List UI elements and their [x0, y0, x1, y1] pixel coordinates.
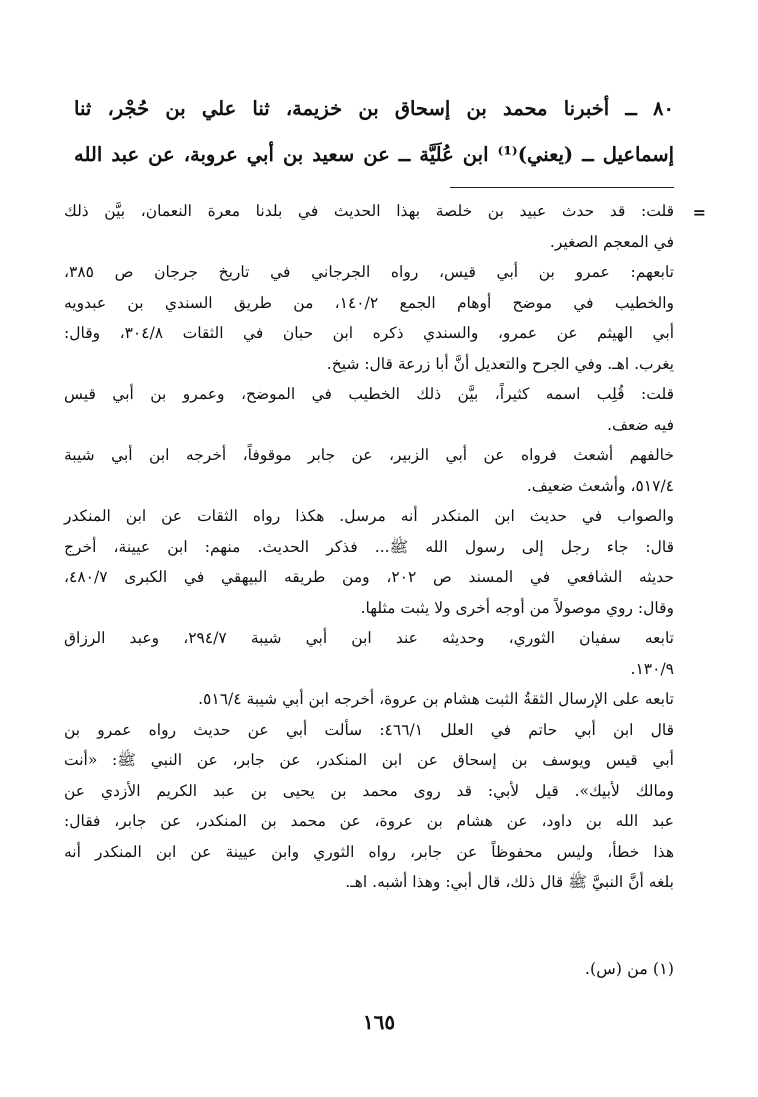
note-line: والخطيب في موضح أوهام الجمع ١٤٠/٢، من طريق السندي بن عبدويه — [64, 293, 674, 312]
note-line: تابعهم: عمرو بن أبي قيس، رواه الجرجاني في تاريخ جرجان ص ٣٨٥، — [64, 263, 674, 281]
hadith-line: إسماعيل ــ (يعني)⁽¹⁾ ابن عُلَيَّة ــ عن سعيد بن أبي عروبة، عن عبد الله — [74, 143, 674, 166]
note-line: فيه ضعف. — [607, 415, 674, 434]
continuation-mark: = — [692, 203, 706, 222]
note-line: قلت: قُلِب اسمه كثيراً، بيَّن ذلك الخطيب في الموضح، وعمرو بن أبي قيس — [64, 385, 674, 403]
note-line: قال ابن أبي حاتم في العلل ٤٦٦/١: سألت أبي عن حديث رواه عمرو بن — [64, 720, 674, 739]
note-line: وقال: روي موصولاً من أوجه أخرى ولا يثبت مثلها. — [360, 598, 674, 617]
note-line: في المعجم الصغير. — [549, 232, 674, 251]
note-line: ١٣٠/٩. — [630, 659, 674, 678]
note-line: قال: جاء رجل إلى رسول الله ﷺ... فذكر الحديث. منهم: ابن عيينة، أخرج — [64, 537, 674, 556]
note-line: هذا خطأ، وليس محفوظاً عن جابر، رواه الثوري وابن عيينة عن ابن المنكدر أنه — [64, 842, 674, 861]
note-line: أبي قيس ويوسف بن إسحاق عن ابن المنكدر، عن جابر، عن النبي ﷺ: «أنت — [64, 751, 674, 769]
note-line: أبي الهيثم عن عمرو، والسندي ذكره ابن حبان في الثقات ٣٠٤/٨، وقال: — [64, 324, 675, 342]
note-line: ومالك لأبيك». قيل لأبي: قد روى محمد بن يحيى بن عبد الكريم الأزدي عن — [64, 781, 674, 800]
page-number: ١٦٥ — [362, 1010, 396, 1034]
hadith-text — [74, 86, 674, 178]
footnote-separator — [450, 187, 674, 188]
note-line: تابعه سفيان الثوري، وحديثه عند ابن أبي شيبة ٢٩٤/٧، وعبد الرزاق — [64, 629, 674, 647]
note-line: خالفهم أشعث فرواه عن أبي الزبير، عن جابر موقوفاً، أخرجه ابن أبي شيبة — [64, 446, 674, 464]
note-line: عبد الله بن داود، عن هشام بن عروة، عن محمد بن المنكدر، عن جابر، فقال: — [64, 812, 674, 830]
note-line: حديثه الشافعي في المسند ص ٢٠٢، ومن طريقه البيهقي في الكبرى ٤٨٠/٧، — [64, 568, 674, 586]
footnote: (١) من (س). — [584, 959, 674, 978]
note-line: قلت: قد حدث عبيد بن خلصة بهذا الحديث في بلدنا معرة النعمان، بيَّن ذلك — [64, 202, 674, 220]
hadith-line: ٨٠ ــ أخبرنا محمد بن إسحاق بن خزيمة، ثنا علي بن حُجْر، ثنا — [74, 97, 674, 120]
note-line: يغرب. اهـ. وفي الجرح والتعديل أنَّ أبا زرعة قال: شيخ. — [326, 354, 674, 373]
note-line: ٥١٧/٤، وأشعث ضعيف. — [526, 476, 674, 495]
note-line: تابعه على الإرسال الثقةُ الثبت هشام بن عروة، أخرجه ابن أبي شيبة ٥١٦/٤. — [198, 690, 674, 708]
note-line: بلغه أنَّ النبيَّ ﷺ قال ذلك، قال أبي: وهذا أشبه. اهـ. — [345, 873, 674, 891]
commentary-notes — [64, 196, 674, 898]
note-line: والصواب في حديث ابن المنكدر أنه مرسل. هكذا رواه الثقات عن ابن المنكدر — [64, 507, 674, 525]
